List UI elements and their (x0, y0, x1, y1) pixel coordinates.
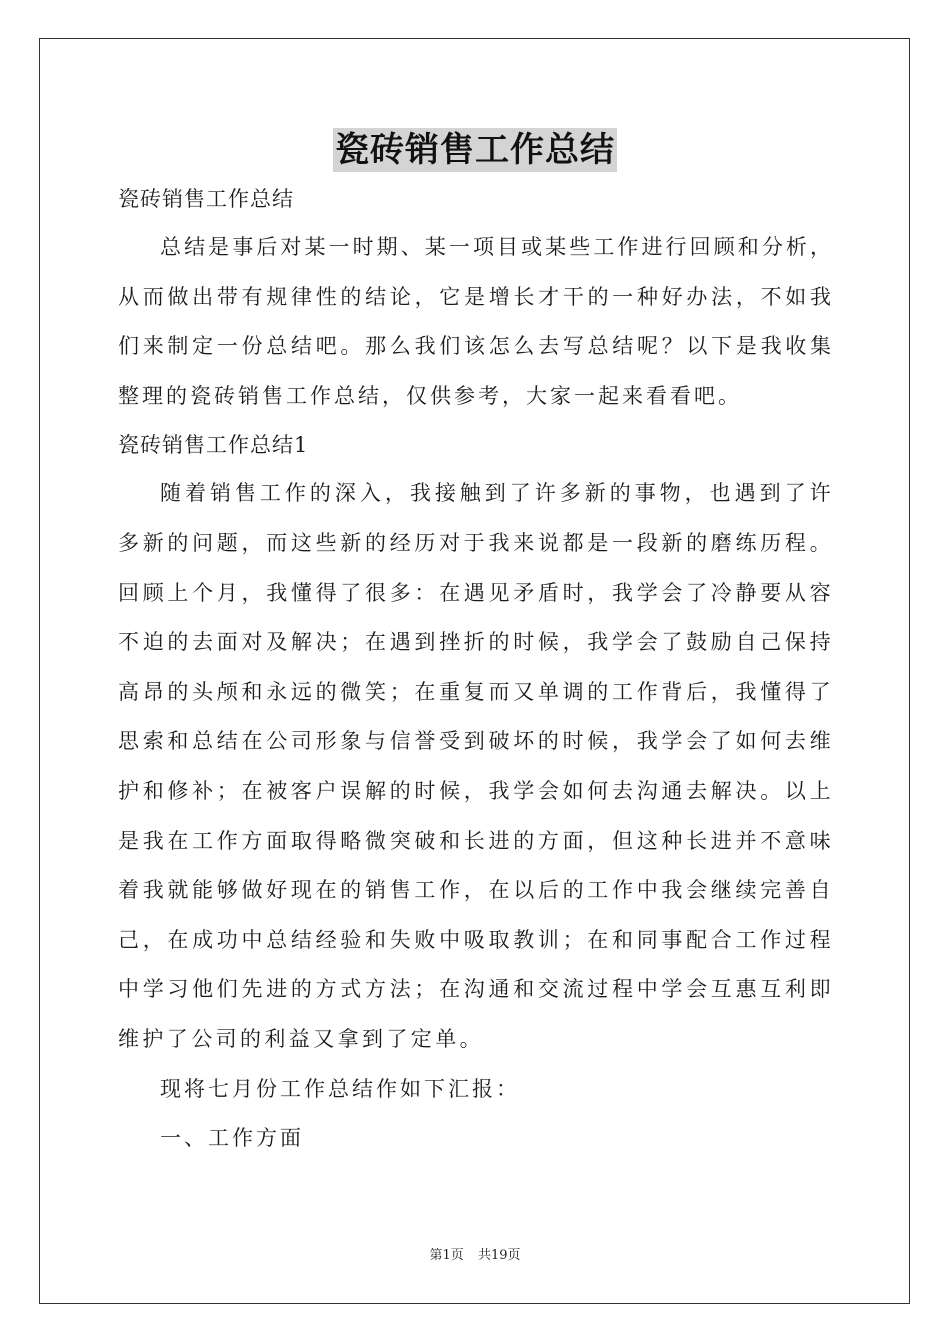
section-title: 瓷砖销售工作总结1 (118, 433, 309, 458)
page-footer (0, 1246, 950, 1266)
page-number-total: 共19页 (477, 1248, 521, 1263)
subsection-heading: 一、工作方面 (160, 1126, 304, 1151)
section-body-paragraph: 随着销售工作的深入，我接触到了许多新的事物，也遇到了许多新的问题，而这些新的经历对于我来说都是一段新的磨练历程。回顾上个月，我懂得了很多：在遇见矛盾时，我学会了冷静要从容不迫的去面对及解决；在遇到挫折的时候，我学会了鼓励自己保持高昂的头颅和永远的微笑；在重复而又单调的工作背后，我懂得了思索和总结在公司形象与信誉受到破坏的时候，我学会了如何去维护和修补；在被客户误解的时候，我学会如何去沟通去解决。以上是我在工作方面取得略微突破和长进的方面，但这种长进并不意味着我就能够做好现在的销售工作，在以后的工作中我会继续完善自己，在成功中总结经验和失败中吸取教训；在和同事配合工作过程中学习他们先进的方式方法；在沟通和交流过程中学会互惠互利即维护了公司的利益又拿到了定单。 (118, 481, 834, 1051)
document-subtitle: 瓷砖销售工作总结 (118, 187, 294, 211)
document-body (118, 175, 834, 1164)
document-title: 瓷砖销售工作总结 (335, 130, 615, 170)
page-number-current: 第1页 (429, 1248, 464, 1263)
intro-paragraph: 总结是事后对某一时期、某一项目或某些工作进行回顾和分析，从而做出带有规律性的结论，它是增长才干的一种好办法，不如我们来制定一份总结吧。那么我们该怎么去写总结呢？以下是我收集整理的瓷砖销售工作总结，仅供参考，大家一起来看看吧。 (118, 235, 834, 408)
report-intro-paragraph: 现将七月份工作总结作如下汇报： (160, 1076, 520, 1101)
document-title-wrapper (0, 128, 950, 178)
